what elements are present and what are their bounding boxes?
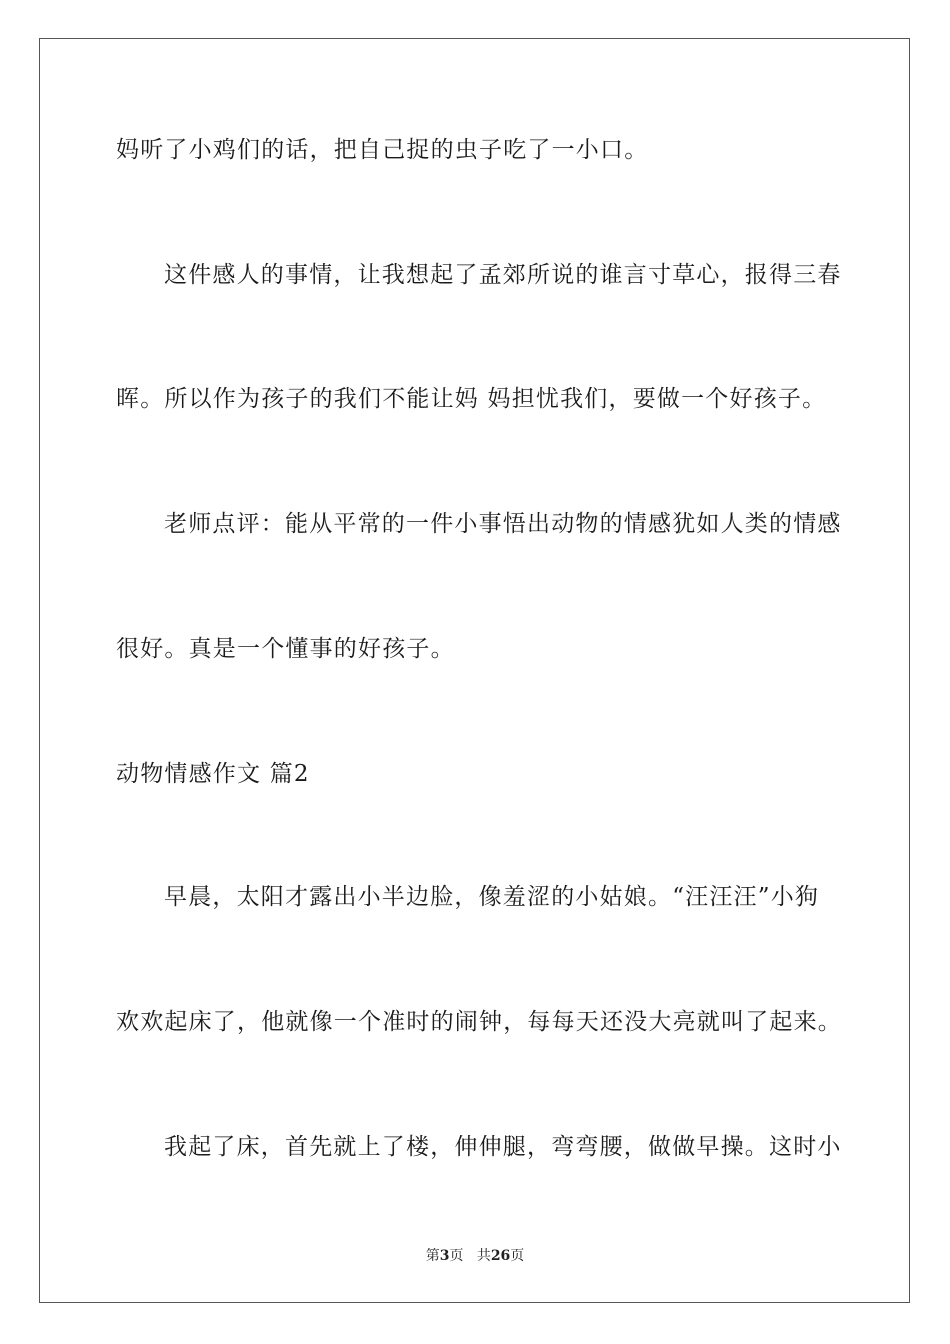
total-suffix: 页 — [510, 1248, 525, 1264]
page-suffix: 页 — [449, 1248, 464, 1264]
text-line-1: 妈听了小鸡们的话，把自己捉的虫子吃了一小口。 — [116, 137, 649, 163]
text-line-6: 早晨，太阳才露出小半边脸，像羞涩的小姑娘。“汪汪汪”小狗 — [164, 884, 820, 910]
total-pages: 26 — [490, 1248, 511, 1264]
text-line-3: 晖。所以作为孩子的我们不能让妈 妈担忧我们，要做一个好孩子。 — [116, 386, 827, 412]
page-footer — [0, 1247, 950, 1265]
text-line-2: 这件感人的事情，让我想起了孟郊所说的谁言寸草心，报得三春 — [164, 262, 842, 288]
page-border — [39, 38, 910, 1303]
page-prefix: 第 — [425, 1248, 440, 1264]
text-line-5: 很好。真是一个懂事的好孩子。 — [116, 636, 455, 662]
text-line-8: 我起了床，首先就上了楼，伸伸腿，弯弯腰，做做早操。这时小 — [164, 1134, 842, 1160]
text-line-7: 欢欢起床了，他就像一个准时的闹钟，每每天还没大亮就叫了起来。 — [116, 1009, 842, 1035]
total-prefix: 共 — [476, 1248, 491, 1264]
page-number: 3 — [439, 1248, 450, 1264]
text-line-4: 老师点评：能从平常的一件小事悟出动物的情感犹如人类的情感 — [164, 511, 842, 537]
section-heading: 动物情感作文 篇2 — [116, 761, 310, 787]
